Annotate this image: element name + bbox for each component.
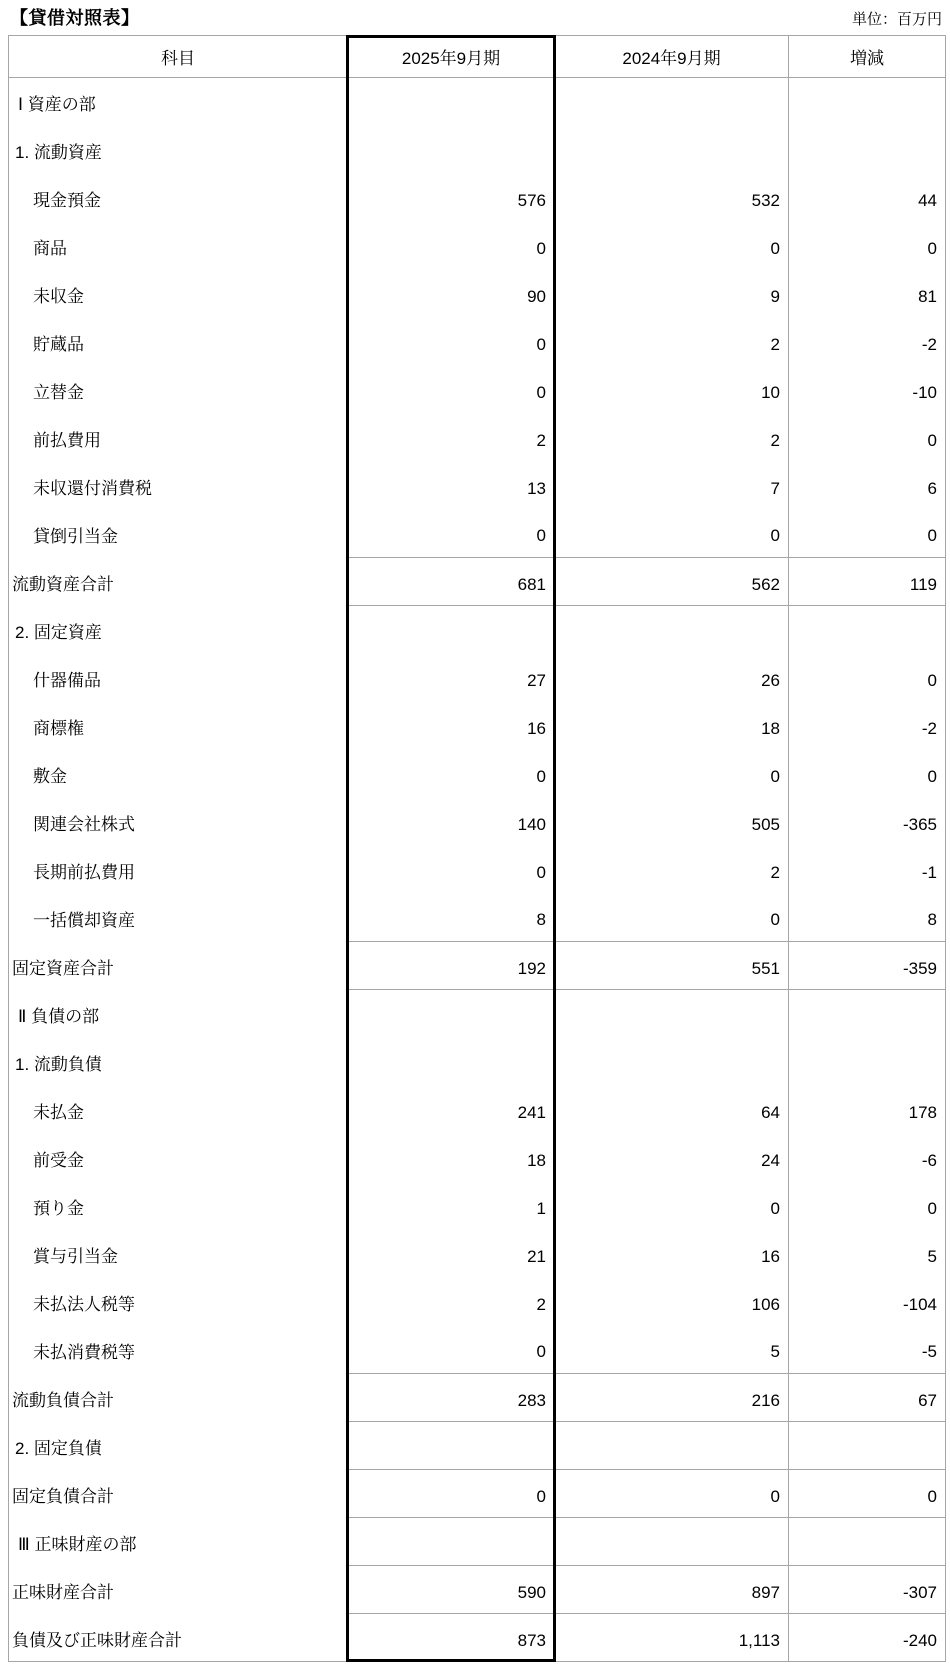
value-cell: 0 <box>348 1326 555 1374</box>
row-label: 負債及び正味財産合計 <box>12 1630 182 1650</box>
table-row <box>9 750 946 798</box>
table-row <box>9 126 946 174</box>
table-row <box>9 1086 946 1134</box>
value-cell: -2 <box>789 318 946 366</box>
table-row <box>9 510 946 558</box>
value-cell: 16 <box>348 702 555 750</box>
value-cell <box>348 1422 555 1470</box>
value-cell: 0 <box>789 222 946 270</box>
value-cell <box>555 78 789 126</box>
row-label: 2. 固定負債 <box>15 1439 102 1458</box>
value-cell: 10 <box>555 366 789 414</box>
value-cell <box>789 990 946 1038</box>
value-cell: 44 <box>789 174 946 222</box>
row-label: 1. 流動負債 <box>15 1055 102 1074</box>
value-cell: 505 <box>555 798 789 846</box>
value-cell <box>348 1518 555 1566</box>
row-label: 商標権 <box>33 719 84 738</box>
table-row <box>9 1566 946 1614</box>
table-row <box>9 1374 946 1422</box>
value-cell: 2 <box>555 414 789 462</box>
value-cell <box>789 1422 946 1470</box>
table-row <box>9 318 946 366</box>
value-cell: 140 <box>348 798 555 846</box>
value-cell <box>348 606 555 654</box>
value-cell: 26 <box>555 654 789 702</box>
value-cell: 0 <box>348 318 555 366</box>
value-cell: 24 <box>555 1134 789 1182</box>
row-label: 1. 流動資産 <box>15 143 102 162</box>
value-cell <box>555 990 789 1038</box>
value-cell: -359 <box>789 942 946 990</box>
value-cell: 81 <box>789 270 946 318</box>
value-cell: 532 <box>555 174 789 222</box>
value-cell: 0 <box>555 1470 789 1518</box>
value-cell <box>789 78 946 126</box>
table-row <box>9 654 946 702</box>
row-label: 前受金 <box>33 1151 84 1170</box>
value-cell: 27 <box>348 654 555 702</box>
value-cell: 67 <box>789 1374 946 1422</box>
table-row <box>9 1038 946 1086</box>
value-cell: -5 <box>789 1326 946 1374</box>
row-label: 預り金 <box>33 1199 84 1218</box>
value-cell <box>789 1038 946 1086</box>
row-label: 現金預金 <box>33 191 101 210</box>
value-cell: 0 <box>555 222 789 270</box>
value-cell: 18 <box>555 702 789 750</box>
value-cell <box>555 1422 789 1470</box>
table-body <box>9 78 946 1662</box>
row-label: 商品 <box>33 239 67 258</box>
table-row <box>9 174 946 222</box>
value-cell: 119 <box>789 558 946 606</box>
row-label: 2. 固定資産 <box>15 623 102 642</box>
value-cell: 1 <box>348 1182 555 1230</box>
value-cell: 0 <box>789 510 946 558</box>
table-row <box>9 414 946 462</box>
value-cell: 0 <box>555 894 789 942</box>
value-cell: 551 <box>555 942 789 990</box>
value-cell: 1,113 <box>555 1614 789 1662</box>
value-cell: 5 <box>789 1230 946 1278</box>
value-cell: 0 <box>555 510 789 558</box>
row-label: 貯蔵品 <box>33 335 84 354</box>
row-label: Ⅰ 資産の部 <box>18 95 96 115</box>
row-label: 正味財産合計 <box>12 1583 114 1602</box>
row-label: 長期前払費用 <box>33 863 135 882</box>
column-header: 2025年9月期 <box>348 36 555 78</box>
table-row <box>9 462 946 510</box>
balance-sheet-table <box>8 35 946 1662</box>
table-container <box>8 35 945 1662</box>
value-cell: 8 <box>348 894 555 942</box>
table-row <box>9 606 946 654</box>
value-cell: 2 <box>555 846 789 894</box>
value-cell: 2 <box>348 1278 555 1326</box>
value-cell: 6 <box>789 462 946 510</box>
value-cell: 2 <box>348 414 555 462</box>
table-row <box>9 798 946 846</box>
row-label: 未収金 <box>33 287 84 306</box>
value-cell <box>348 990 555 1038</box>
table-row <box>9 894 946 942</box>
value-cell: -2 <box>789 702 946 750</box>
value-cell: 562 <box>555 558 789 606</box>
column-header: 科目 <box>9 36 348 78</box>
value-cell <box>789 1518 946 1566</box>
row-label: 固定資産合計 <box>12 959 114 978</box>
value-cell: 241 <box>348 1086 555 1134</box>
row-label: 未払金 <box>33 1103 84 1122</box>
value-cell: 576 <box>348 174 555 222</box>
value-cell: 283 <box>348 1374 555 1422</box>
value-cell: 8 <box>789 894 946 942</box>
table-row <box>9 702 946 750</box>
row-label: 賞与引当金 <box>33 1247 118 1266</box>
table-row <box>9 270 946 318</box>
value-cell: -307 <box>789 1566 946 1614</box>
value-cell: 21 <box>348 1230 555 1278</box>
row-label: 関連会社株式 <box>33 815 135 834</box>
value-cell <box>555 1518 789 1566</box>
table-row <box>9 558 946 606</box>
value-cell: 0 <box>789 750 946 798</box>
value-cell <box>348 78 555 126</box>
value-cell <box>348 126 555 174</box>
value-cell: 64 <box>555 1086 789 1134</box>
header-row <box>9 36 946 78</box>
value-cell: 0 <box>789 414 946 462</box>
value-cell: 0 <box>348 750 555 798</box>
table-row <box>9 1470 946 1518</box>
row-label: 前払費用 <box>33 431 101 450</box>
table-row <box>9 942 946 990</box>
value-cell: 5 <box>555 1326 789 1374</box>
value-cell: 0 <box>348 222 555 270</box>
value-cell: 873 <box>348 1614 555 1662</box>
value-cell: 0 <box>348 1470 555 1518</box>
table-row <box>9 1230 946 1278</box>
value-cell: 590 <box>348 1566 555 1614</box>
table-row <box>9 366 946 414</box>
row-label: 未払消費税等 <box>33 1343 135 1362</box>
row-label: 一括償却資産 <box>33 911 135 930</box>
table-row <box>9 990 946 1038</box>
row-label: 流動負債合計 <box>12 1391 114 1410</box>
table-row <box>9 1134 946 1182</box>
row-label: 立替金 <box>33 383 84 402</box>
value-cell: 0 <box>789 1182 946 1230</box>
table-row <box>9 222 946 270</box>
row-label: Ⅲ 正味財産の部 <box>18 1535 137 1554</box>
value-cell: -240 <box>789 1614 946 1662</box>
column-header: 増減 <box>789 36 946 78</box>
table-row <box>9 1422 946 1470</box>
row-label: 貸倒引当金 <box>33 527 118 546</box>
value-cell: 0 <box>348 510 555 558</box>
value-cell: 681 <box>348 558 555 606</box>
value-cell <box>789 126 946 174</box>
value-cell: 0 <box>348 366 555 414</box>
value-cell: -104 <box>789 1278 946 1326</box>
value-cell: 106 <box>555 1278 789 1326</box>
table-row <box>9 846 946 894</box>
row-label: 未収還付消費税 <box>33 479 152 498</box>
value-cell: 178 <box>789 1086 946 1134</box>
table-row <box>9 1278 946 1326</box>
value-cell: 2 <box>555 318 789 366</box>
value-cell <box>348 1038 555 1086</box>
table-row <box>9 78 946 126</box>
table-row <box>9 1518 946 1566</box>
value-cell <box>555 606 789 654</box>
value-cell: -6 <box>789 1134 946 1182</box>
value-cell: 7 <box>555 462 789 510</box>
value-cell: -1 <box>789 846 946 894</box>
row-label: 什器備品 <box>33 671 101 690</box>
value-cell: 0 <box>789 1470 946 1518</box>
value-cell <box>555 126 789 174</box>
table-row <box>9 1182 946 1230</box>
value-cell: 216 <box>555 1374 789 1422</box>
value-cell <box>555 1038 789 1086</box>
value-cell: 0 <box>789 654 946 702</box>
row-label: 敷金 <box>33 767 67 786</box>
value-cell: 0 <box>555 750 789 798</box>
value-cell: 18 <box>348 1134 555 1182</box>
value-cell: -10 <box>789 366 946 414</box>
table-row <box>9 1326 946 1374</box>
row-label: 未払法人税等 <box>33 1295 135 1314</box>
value-cell: 0 <box>348 846 555 894</box>
page-title: 【貸借対照表】 <box>10 8 140 28</box>
value-cell: 16 <box>555 1230 789 1278</box>
column-header: 2024年9月期 <box>555 36 789 78</box>
value-cell: 897 <box>555 1566 789 1614</box>
row-label: 流動資産合計 <box>12 575 114 594</box>
value-cell: 90 <box>348 270 555 318</box>
value-cell: 192 <box>348 942 555 990</box>
value-cell <box>789 606 946 654</box>
value-cell: 0 <box>555 1182 789 1230</box>
table-row <box>9 1614 946 1662</box>
table-header <box>9 36 946 78</box>
row-label: 固定負債合計 <box>12 1487 114 1506</box>
value-cell: -365 <box>789 798 946 846</box>
value-cell: 9 <box>555 270 789 318</box>
unit-label: 単位：百万円 <box>851 11 942 28</box>
row-label: Ⅱ 負債の部 <box>18 1007 100 1026</box>
value-cell: 13 <box>348 462 555 510</box>
